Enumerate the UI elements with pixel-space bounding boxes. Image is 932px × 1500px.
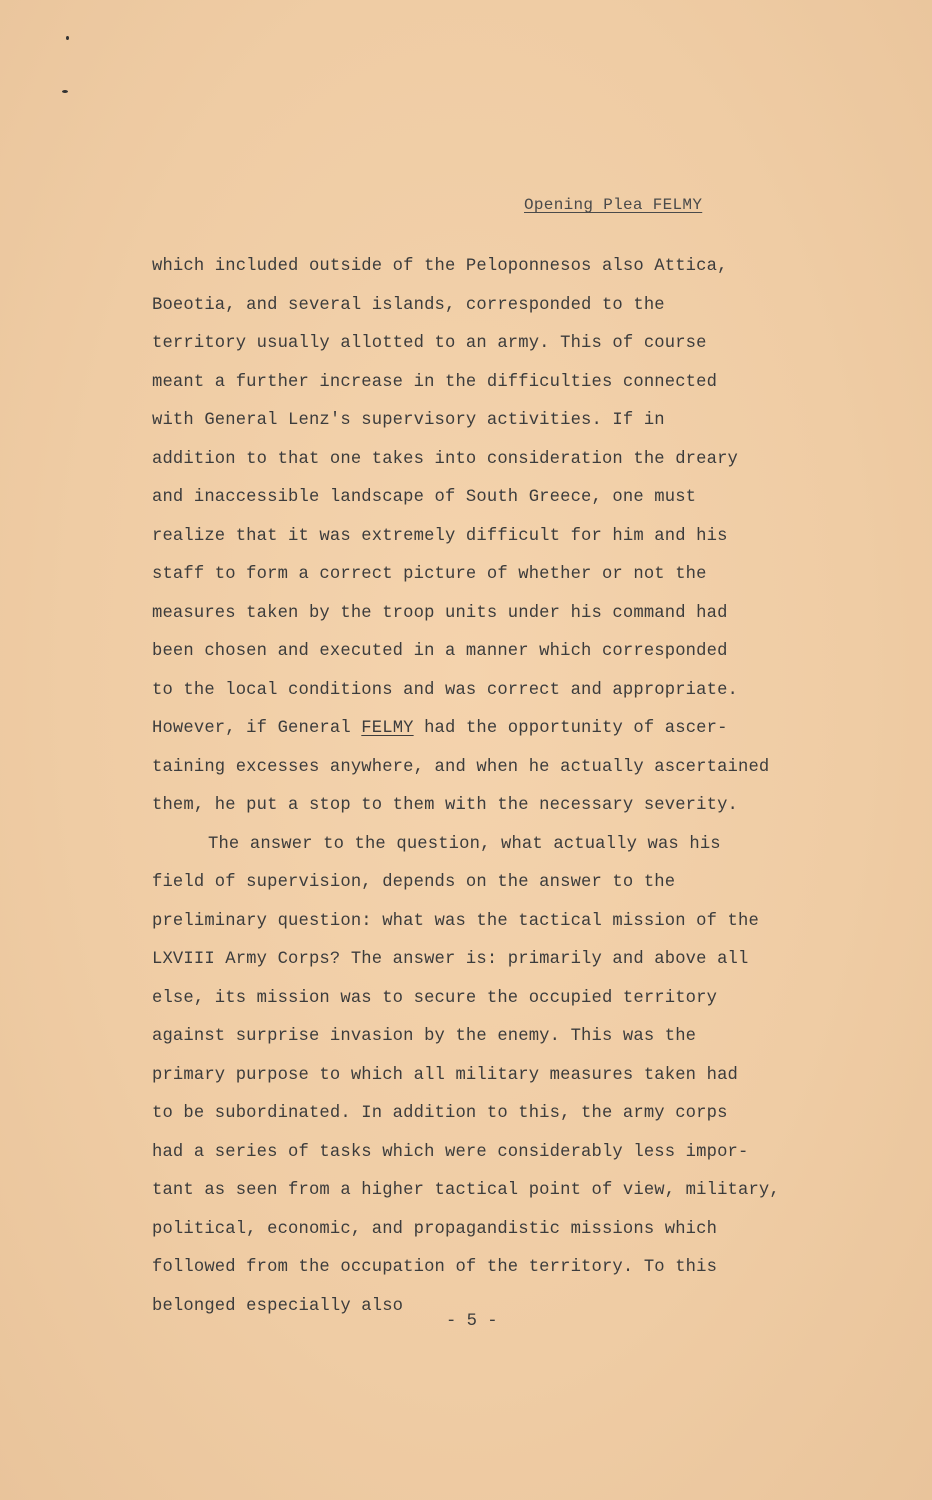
text-line: which included outside of the Peloponnesos also Attica, — [152, 257, 728, 276]
text-line: to the local conditions and was correct and appropriate. — [152, 680, 738, 700]
page-number: - 5 - — [446, 1312, 498, 1331]
text-line: political, economic, and propagandistic missions which — [152, 1219, 718, 1239]
text-line: preliminary question: what was the tactical mission of the — [152, 911, 759, 931]
text-line: territory usually allotted to an army. This of course — [152, 334, 707, 353]
text-line: them, he put a stop to them with the necessary severity. — [152, 796, 738, 815]
paragraph-start-line: The answer to the question, what actually was his — [208, 834, 721, 854]
text-line: to be subordinated. In addition to this, the army corps — [152, 1104, 728, 1123]
text-line: field of supervision, depends on the answer to the — [152, 873, 676, 892]
text-line: against surprise invasion by the enemy. This was the — [152, 1027, 697, 1046]
punch-mark — [66, 36, 69, 40]
body-text — [152, 248, 872, 1326]
text-line: addition to that one takes into consideration the dreary — [152, 449, 738, 469]
text-line: followed from the occupation of the territory. To this — [152, 1258, 718, 1277]
text-line: been chosen and executed in a manner which corresponded — [152, 642, 728, 661]
text-line: tant as seen from a higher tactical point of view, military, — [152, 1181, 780, 1200]
text-line: meant a further increase in the difficulties connected — [152, 372, 718, 392]
text-line: LXVIII Army Corps? The answer is: primarily and above all — [152, 950, 749, 969]
document-header: Opening Plea FELMY — [524, 196, 703, 214]
text-line: However, if General FELMY had the opportunity of ascer- — [152, 719, 728, 738]
text-line: staff to form a correct picture of whether or not the — [152, 565, 707, 584]
text-line: had a series of tasks which were considerably less impor- — [152, 1142, 749, 1162]
underlined-name: FELMY — [361, 719, 414, 738]
text-line: primary purpose to which all military measures taken had — [152, 1065, 738, 1085]
text-line: measures taken by the troop units under his command had — [152, 603, 728, 623]
text-line: and inaccessible landscape of South Greece, one must — [152, 488, 697, 507]
text-line: realize that it was extremely difficult for him and his — [152, 526, 728, 546]
text-line: with General Lenz's supervisory activities. If in — [152, 411, 665, 430]
text-line: taining excesses anywhere, and when he actually ascertained — [152, 757, 770, 777]
text-line: Boeotia, and several islands, corresponded to the — [152, 295, 665, 315]
punch-mark — [62, 90, 68, 93]
text-line: else, its mission was to secure the occupied territory — [152, 988, 718, 1008]
text-line: belonged especially also — [152, 1296, 404, 1316]
